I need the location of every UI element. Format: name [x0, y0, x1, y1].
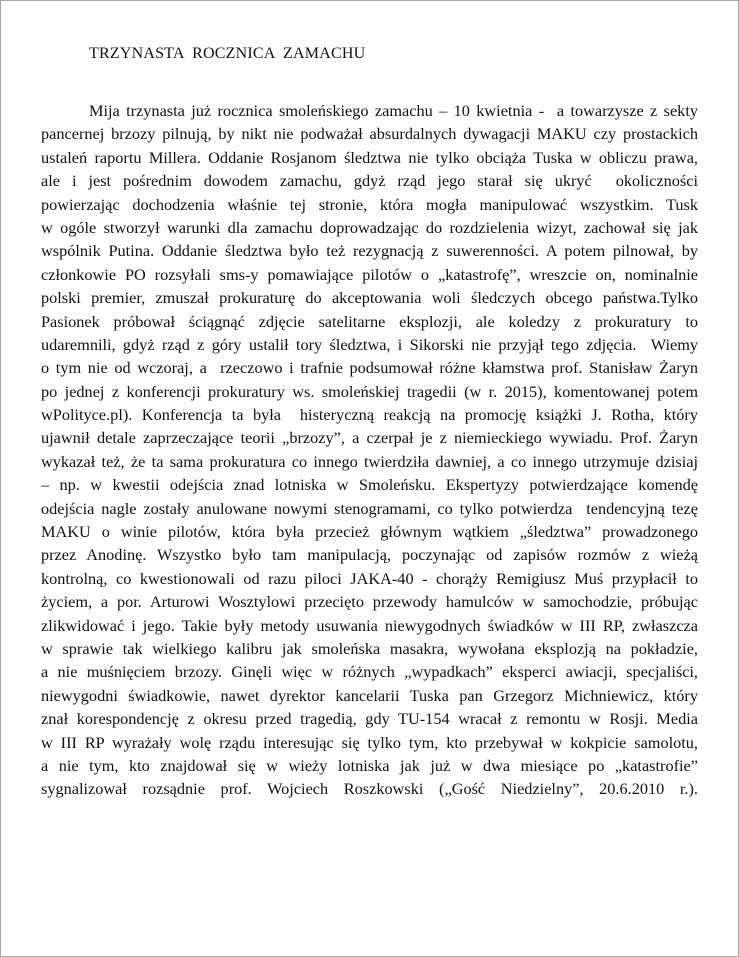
- text-line: wspólnik Putina. Oddanie śledztwa było też rezygnacją z suwerenności. A potem pilnował, by: [41, 241, 698, 261]
- text-line: odejścia nagle zostały anulowane nowymi stenogramami, co tylko potwierdza tendencyjną tezę: [41, 498, 698, 518]
- text-line: MAKU o winie pilotów, która była przecież głównym wątkiem „śledztwa” prowadzonego: [41, 522, 698, 542]
- text-line: ale i jest pośrednim dowodem zamachu, gdyż rząd jego starał się ukryć okoliczności: [41, 171, 698, 191]
- text-line: wPolityce.pl). Konferencja ta była histeryczną reakcją na promocję książki J. Rotha, który: [41, 405, 698, 425]
- text-line: niewygodni świadkowie, nawet dyrektor kancelarii Tuska pan Grzegorz Michniewicz, który: [41, 685, 698, 705]
- text-line: a nie muśnięciem brzozy. Ginęli więc w różnych „wypadkach” eksperci awiacji, specjaliści,: [41, 662, 698, 682]
- text-line: w III RP wyrażały wolę rządu interesując się tylko tym, kto przebywał w kokpicie samolotu,: [41, 732, 698, 752]
- text-line: Mija trzynasta już rocznica smoleńskiego zamachu – 10 kwietnia - a towarzysze z sekty: [89, 101, 698, 120]
- text-line: a nie tym, kto znajdował się w wieży lotniska jak już w dwa miesiące po „katastrofie”: [41, 755, 698, 775]
- text-line: kontrolną, co kwestionowali od razu piloci JAKA-40 - chorąży Remigiusz Muś przypłacił to: [41, 568, 698, 588]
- document-title: TRZYNASTA ROCZNICA ZAMACHU: [89, 45, 366, 62]
- text-line: życiem, a por. Arturowi Wosztylowi przecięto przewody hamulców w samochodzie, próbując: [41, 592, 698, 612]
- text-line: w ogóle stworzył warunki dla zamachu doprowadzając do rozdzielenia wizyt, zachował się jak: [41, 217, 698, 237]
- text-line: przez Anodinę. Wszystko było tam manipulacją, poczynając od zapisów rozmów z wieżą: [41, 545, 698, 565]
- text-line: – np. w kwestii odejścia znad lotniska w Smoleńsku. Ekspertyzy potwierdzające komendę: [41, 475, 698, 495]
- text-line: członkowie PO rozsyłali sms-y pomawiające pilotów o „katastrofę”, wreszcie on, nominalnie: [41, 264, 698, 284]
- text-line: udaremnili, gdyż rząd z góry ustalił tory śledztwa, i Sikorski nie przyjął tego zdjęcia. Wiemy: [41, 334, 698, 354]
- text-line: ustaleń raportu Millera. Oddanie Rosjanom śledztwa nie tylko obciąża Tuska w obliczu prawa,: [41, 147, 698, 167]
- text-line: o tym nie od wczoraj, a rzeczowo i trafnie podsumował różne kłamstwa prof. Stanisław Żaryn: [41, 358, 698, 378]
- text-line: w sprawie tak wielkiego kalibru jak smoleńska masakra, wywołana eksplozją na pokładzie,: [41, 638, 698, 658]
- text-line: wykazał też, że ta sama prokuratura co innego twierdziła dawniej, a co innego utrzymuje dzisiaj: [41, 451, 698, 471]
- text-line: zlikwidować i jego. Takie były metody usuwania niewygodnych świadków w III RP, zwłaszcza: [41, 615, 698, 635]
- text-line: polski premier, zmuszał prokuraturę do akceptowania woli śledczych obcego państwa.Tylko: [41, 288, 698, 308]
- text-line: ujawnił detale zaprzeczające teorii „brzozy”, a czerpał je z niemieckiego wywiadu. Prof. Żaryn: [41, 428, 698, 448]
- text-line: Pasionek próbował ściągnąć zdjęcie satelitarne eksplozji, ale koledzy z prokuratury to: [41, 311, 698, 331]
- text-line: pancernej brzozy pilnują, by nikt nie podważał absurdalnych dywagacji MAKU czy prostackich: [41, 124, 698, 144]
- text-line: powierzając dochodzenia właśnie tej stronie, która mogła manipulować wszystkim. Tusk: [41, 194, 698, 214]
- text-line: po jednej z konferencji prokuratury ws. smoleńskiej tragedii (w r. 2015), komentowanej potem: [41, 381, 698, 401]
- document-body: [41, 99, 698, 801]
- text-line: sygnalizował rozsądnie prof. Wojciech Roszkowski („Gość Niedzielny”, 20.6.2010 r.).: [41, 779, 698, 799]
- text-line: znał korespondencję z okresu przed tragedią, gdy TU-154 wracał z remontu w Rosji. Media: [41, 709, 698, 729]
